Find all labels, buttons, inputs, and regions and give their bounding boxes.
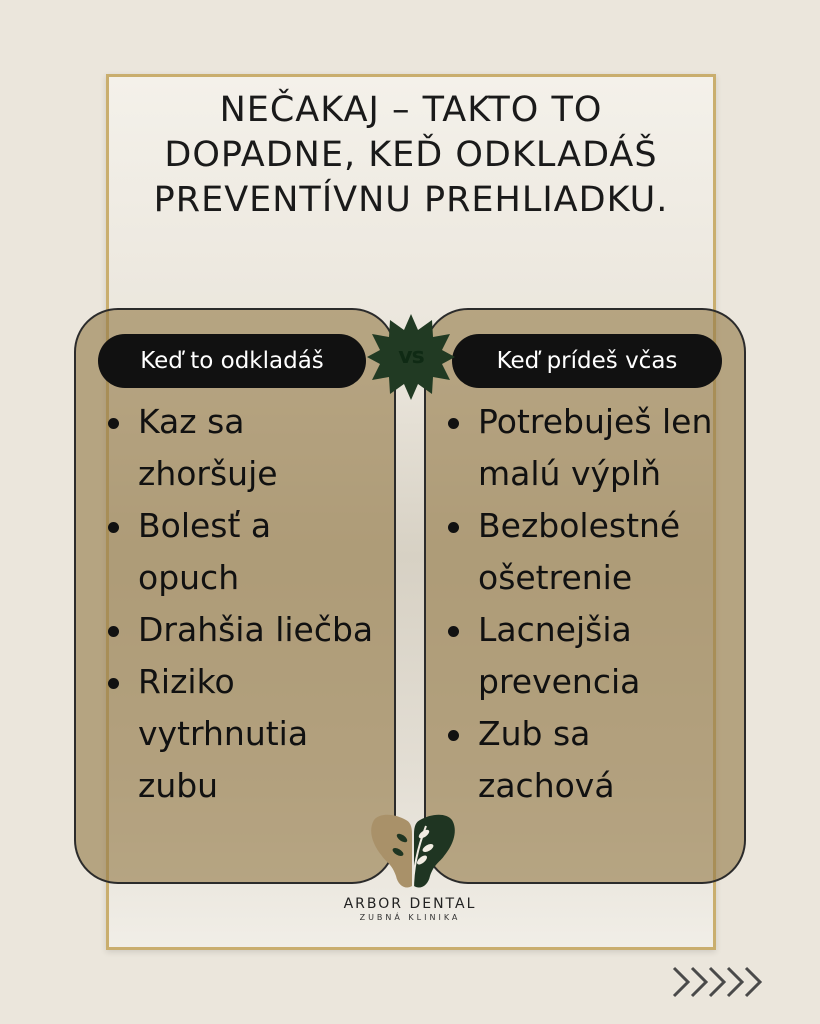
list-item: Potrebuješ len malú výplň xyxy=(444,396,724,500)
list-item: Bolesť a opuch xyxy=(104,500,382,604)
tooth-leaf-icon xyxy=(366,812,460,896)
list-item: Lacnejšia prevencia xyxy=(444,604,724,708)
list-item: Zub sa zachová xyxy=(444,708,724,812)
right-list xyxy=(444,396,724,812)
chevron-right-icon[interactable] xyxy=(670,962,770,1002)
vs-label: vs xyxy=(398,344,424,369)
list-item: Bezbolestné ošetrenie xyxy=(444,500,724,604)
tooth-right-shape xyxy=(414,815,455,888)
left-heading: Keď to odkladáš xyxy=(98,334,366,388)
page-title: NEČAKAJ – TAKTO TO DOPADNE, KEĎ ODKLADÁŠ PREVENTÍVNU PREHLIADKU. xyxy=(153,90,669,220)
list-item: Drahšia liečba xyxy=(104,604,382,656)
brand-name: ARBOR DENTAL xyxy=(343,896,477,912)
list-item: Kaz sa zhoršuje xyxy=(104,396,382,500)
left-list xyxy=(104,396,382,812)
list-item: Riziko vytrhnutia zubu xyxy=(104,656,382,812)
tooth-left-shape xyxy=(371,815,412,888)
right-heading: Keď prídeš včas xyxy=(452,334,722,388)
brand-tagline: ZUBNÁ KLINIKA xyxy=(359,913,461,922)
